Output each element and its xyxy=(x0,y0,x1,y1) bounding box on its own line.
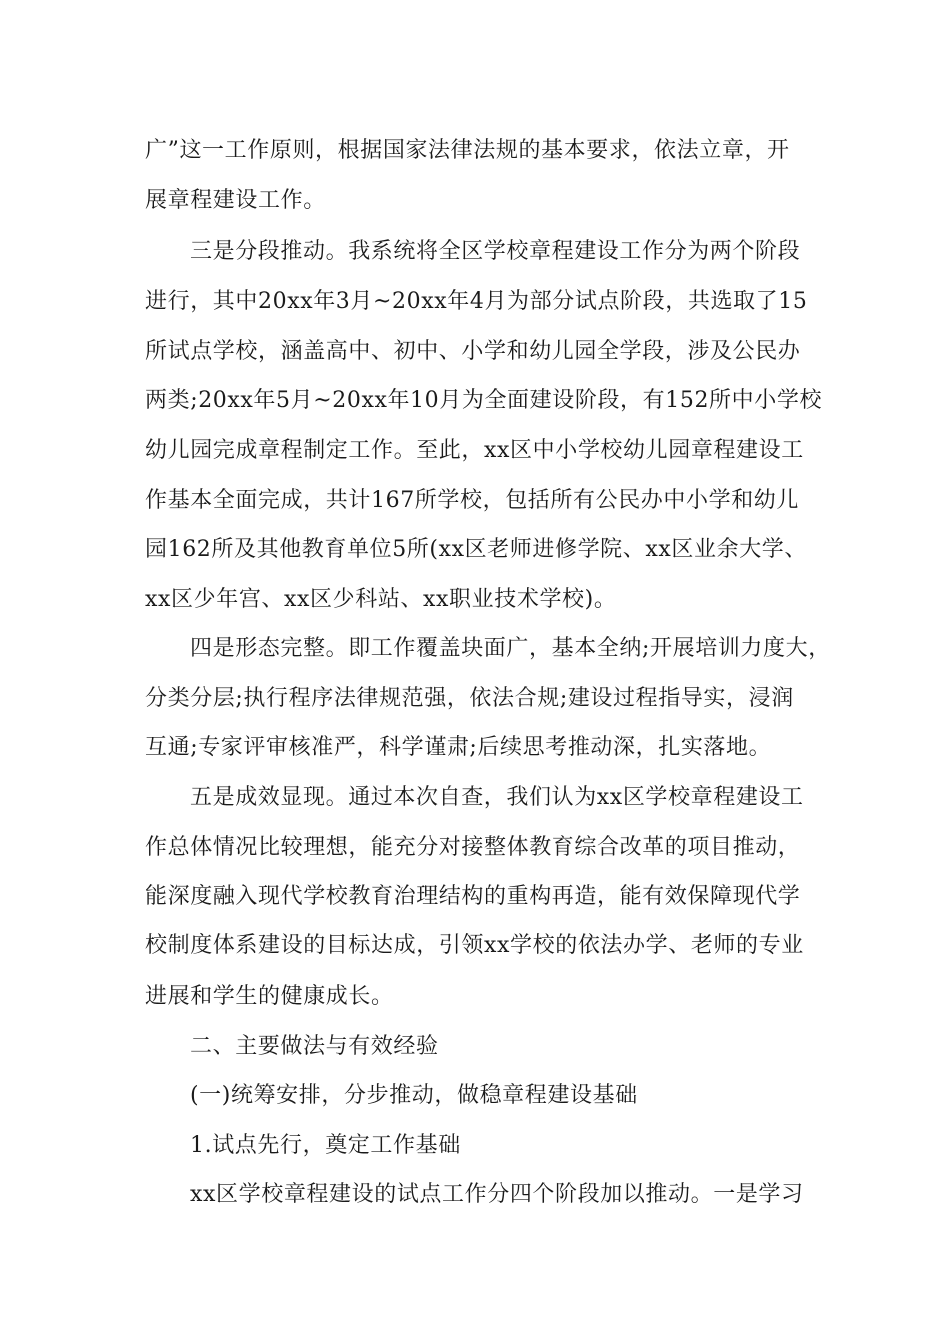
text-line: 校制度体系建设的目标达成，引领xx学校的依法办学、老师的专业 xyxy=(145,933,804,958)
text-line: 园162所及其他教育单位5所(xx区老师进修学院、xx区业余大学、 xyxy=(145,537,808,562)
item-heading: 1.试点先行，奠定工作基础 xyxy=(190,1133,461,1158)
paragraph-start-line: xx区学校章程建设的试点工作分四个阶段加以推动。一是学习 xyxy=(190,1182,804,1207)
text-line: 进行，其中20xx年3月~20xx年4月为部分试点阶段，共选取了15 xyxy=(145,289,808,314)
text-line: 所试点学校，涵盖高中、初中、小学和幼儿园全学段，涉及公民办 xyxy=(145,339,801,364)
text-line: 进展和学生的健康成长。 xyxy=(145,984,394,1009)
text-line: 作总体情况比较理想，能充分对接整体教育综合改革的项目推动， xyxy=(145,835,801,860)
section-heading: 二、主要做法与有效经验 xyxy=(190,1034,439,1059)
text-line: xx区少年宫、xx区少科站、xx职业技术学校)。 xyxy=(145,587,617,612)
text-line: 互通;专家评审核准严，科学谨肃;后续思考推动深，扎实落地。 xyxy=(145,735,772,760)
text-line: 展章程建设工作。 xyxy=(145,188,326,213)
paragraph-start-line: 五是成效显现。通过本次自查，我们认为xx区学校章程建设工 xyxy=(190,785,804,810)
text-line: 作基本全面完成，共计167所学校，包括所有公民办中小学和幼儿 xyxy=(145,488,799,513)
text-line: 幼儿园完成章程制定工作。至此，xx区中小学校幼儿园章程建设工 xyxy=(145,438,804,463)
text-line: 能深度融入现代学校教育治理结构的重构再造，能有效保障现代学 xyxy=(145,884,801,909)
text-line: 分类分层;执行程序法律规范强，依法合规;建设过程指导实，浸润 xyxy=(145,686,794,711)
paragraph-start-line: 四是形态完整。即工作覆盖块面广，基本全纳;开展培训力度大， xyxy=(190,636,831,661)
subsection-heading: (一)统筹安排，分步推动，做稳章程建设基础 xyxy=(190,1083,638,1108)
text-line: 广”这一工作原则，根据国家法律法规的基本要求，依法立章，开 xyxy=(145,138,790,163)
text-line: 两类;20xx年5月~20xx年10月为全面建设阶段，有152所中小学校 xyxy=(145,388,823,413)
paragraph-start-line: 三是分段推动。我系统将全区学校章程建设工作分为两个阶段 xyxy=(190,239,801,264)
